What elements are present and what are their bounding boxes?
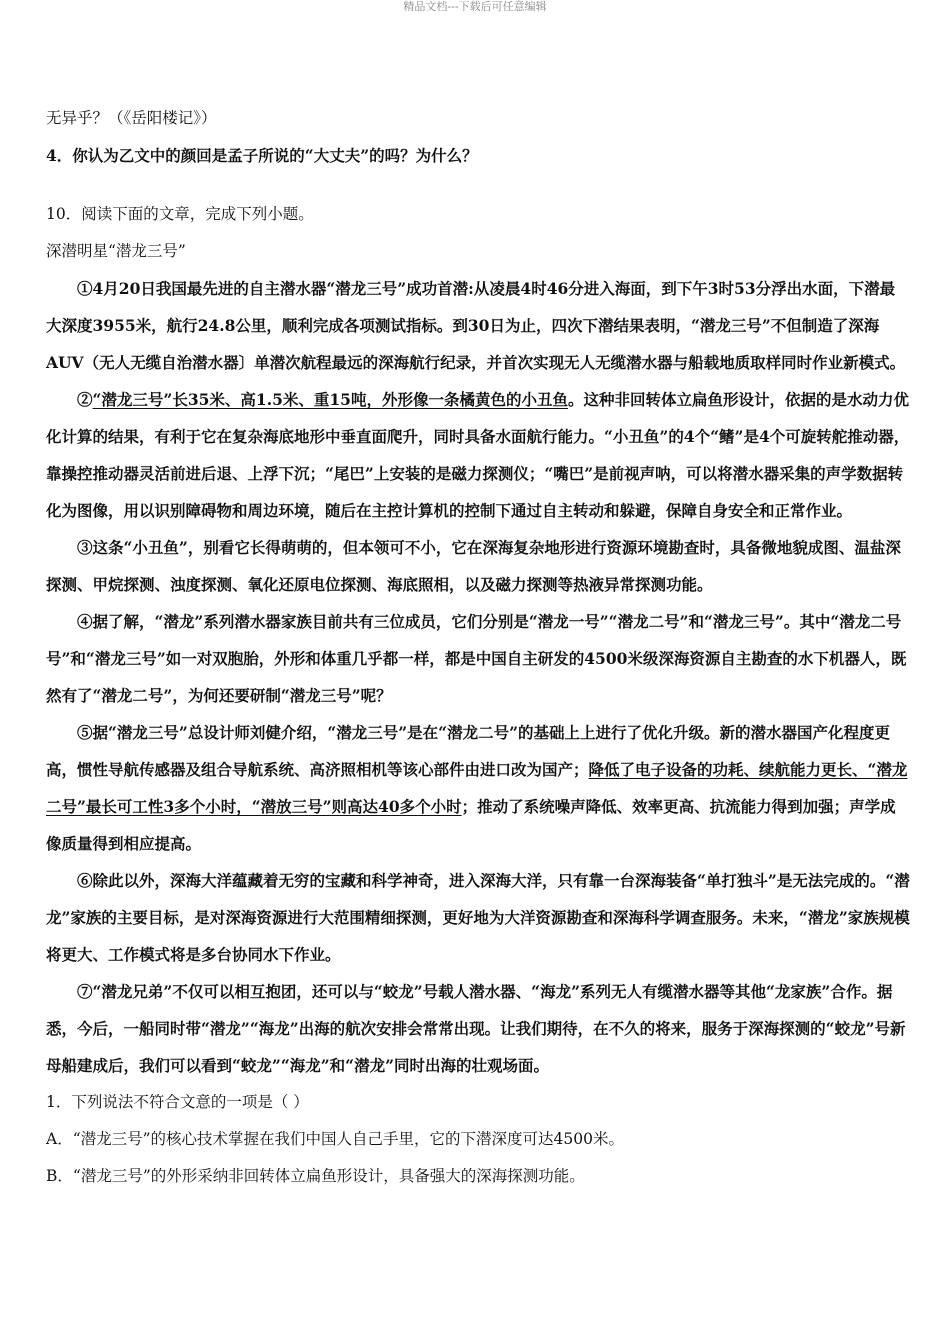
option-a: A．“潜龙三号”的核心技术掌握在我们中国人自己手里，它的下潜深度可达4500米。	[46, 1130, 624, 1148]
document-body	[46, 100, 910, 1195]
paragraph-5-end: ；推动了系统噪声降低、效率更高、抗流能力得到加强；声学成像质量得到相应提高。	[46, 797, 896, 853]
question-4: 4．你认为乙文中的颜回是孟子所说的“大丈夫”的吗？为什么？	[46, 146, 478, 165]
paragraph-2-rest: 。这种非回转体立扁鱼形设计，依据的是水动力优化计算的结果，有利于它在复杂海底地形中垂直面爬升，同时具备水面航行能力。“小丑鱼”的4个“鳍”是4个可旋转舵推动器，靠操控推动器灵活前进后退、上浮下沉；“尾巴”上安装的是磁力探测仪；“嘴巴”是前视声呐，可以将潜水器采集的声学数据转化为图像，用以识别障碍物和周边环境，随后在主控计算机的控制下通过自主转动和躲避，保障自身安全和正常作业。	[46, 390, 910, 520]
paragraph-5	[46, 714, 910, 862]
question-1: 1．下列说法不符合文意的一项是（ ）	[46, 1093, 309, 1111]
option-b: B．“潜龙三号”的外形采纳非回转体立扁鱼形设计，具备强大的深海探测功能。	[46, 1167, 585, 1185]
paragraph-3: ③这条“小丑鱼”，别看它长得萌萌的，但本领可不小，它在深海复杂地形进行资源环境勘查时，具备微地貌成图、温盐深探测、甲烷探测、浊度探测、氧化还原电位探测、海底照相，以及磁力探测等热液异常探测功能。	[46, 538, 901, 594]
paragraph-7: ⑦“潜龙兄弟”不仅可以相互抱团，还可以与“蛟龙”号载人潜水器、“海龙”系列无人有缆潜水器等其他“龙家族”合作。据悉，今后，一船同时带“潜龙”“海龙”出海的航次安排会常常出现。让我们期待，在不久的将来，服务于深海探测的“蛟龙”号新母船建成后，我们可以看到“蛟龙”“海龙”和“潜龙”同时出海的壮观场面。	[46, 982, 906, 1075]
paragraph-2-underlined: “潜龙三号”长35米、高1.5米、重15吨，外形像一条橘黄色的小丑鱼	[92, 390, 568, 409]
paragraph-2-number: ②	[77, 390, 93, 409]
paragraph-5-underlined: 降低了电子设备的功耗、续航能力更长、“潜龙二号”最长可工性3多个小时，“潜放三号”则高达40多个小时	[46, 760, 908, 816]
page-header: 精品文档---下载后可任意编辑	[403, 0, 547, 13]
paragraph-2	[46, 381, 910, 529]
paragraph-5-start: ⑤据“潜龙三号”总设计师刘健介绍，“潜龙三号”是在“潜龙二号”的基础上上进行了优化升级。新的潜水器国产化程度更高，惯性导航传感器及组合导航系统、高济照相机等该心部件由进口改为国产；	[46, 723, 890, 779]
paragraph-1: ①4月20日我国最先进的自主潜水器“潜龙三号”成功首潜:从凌晨4时46分进入海面，到下午3时53分浮出水面，下潜最大深度3955米，航行24.8公里，顺利完成各项测试指标。到30日为止，四次下潜结果表明，“潜龙三号”不但制造了深海AUV（无人无缆自治潜水器〕单潜次航程最远的深海航行纪录，并首次实现无人无缆潜水器与船载地质取样同时作业新模式。	[46, 279, 906, 372]
article-title: 深潜明星“潜龙三号”	[46, 242, 186, 260]
paragraph-4: ④据了解，“潜龙”系列潜水器家族目前共有三位成员，它们分别是“潜龙一号”“潜龙二号”和“潜龙三号”。其中“潜龙二号号”和“潜龙三号”如一对双胞胎，外形和体重几乎都一样，都是中国自主研发的4500米级深海资源自主勘查的水下机器人，既然有了“潜龙二号”，为何还要研制“潜龙三号”呢？	[46, 612, 907, 705]
paragraph-6: ⑥除此以外，深海大洋蕴藏着无穷的宝藏和科学神奇，进入深海大洋，只有靠一台深海装备“单打独斗”是无法完成的。“潜龙”家族的主要目标，是对深海资源进行大范围精细探测，更好地为大洋资源勘查和深海科学调查服务。未来，“潜龙”家族规模将更大、工作模式将是多台协同水下作业。	[46, 871, 910, 964]
question-tail: 无异乎？（《岳阳楼记》）	[46, 109, 217, 127]
question-10: 10．阅读下面的文章，完成下列小题。	[46, 205, 314, 223]
